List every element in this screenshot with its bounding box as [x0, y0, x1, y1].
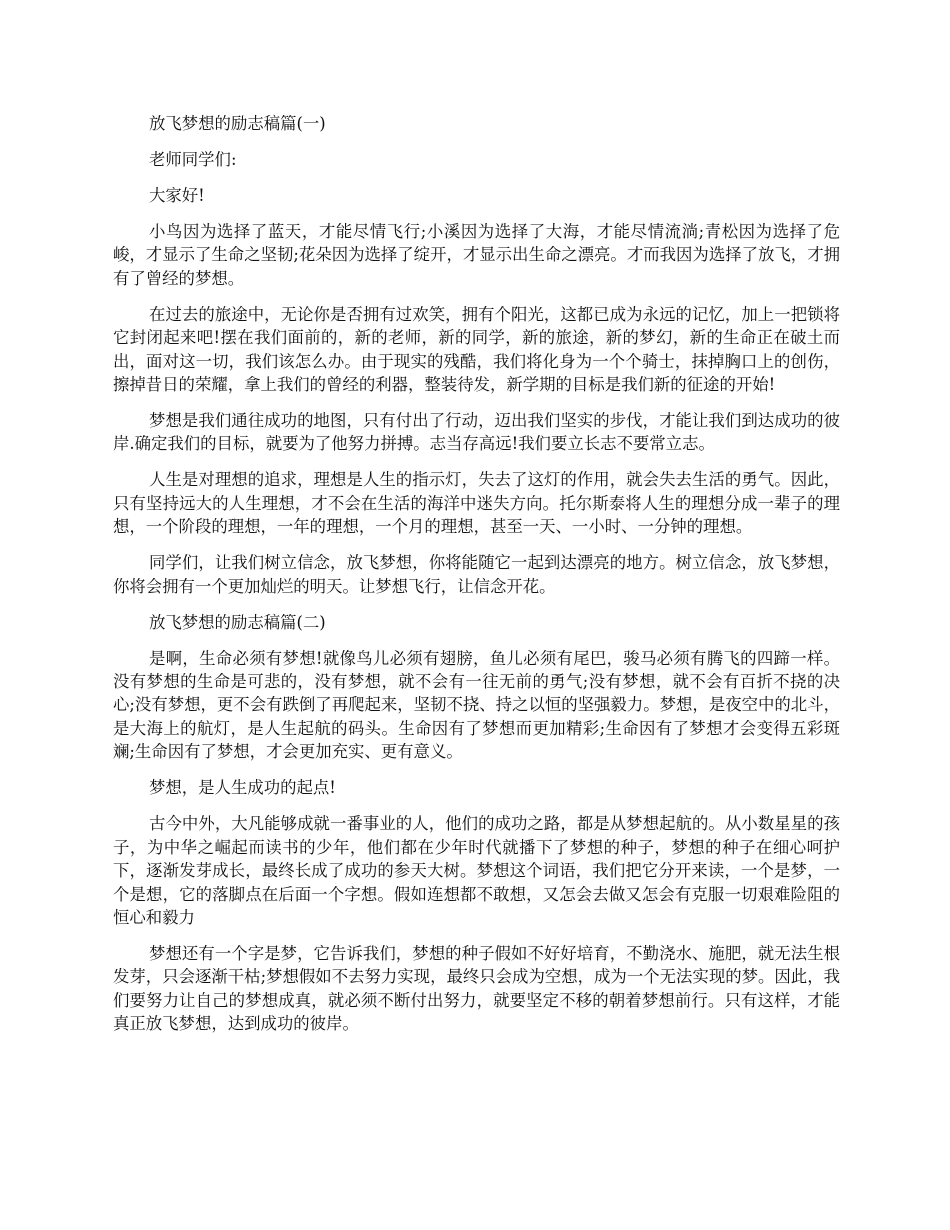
paragraph: 梦想还有一个字是梦，它告诉我们，梦想的种子假如不好好培育，不勤浇水、施肥，就无法生根发芽，只会逐渐干枯;梦想假如不去努力实现，最终只会成为空想，成为一个无法实现的梦。因此，我们要努力让自己的梦想成真，就必须不断付出努力，就要坚定不移的朝着梦想前行。只有这样，才能真正放飞梦想，达到成功的彼岸。	[113, 943, 840, 1034]
paragraph: 人生是对理想的追求，理想是人生的指示灯，失去了这灯的作用，就会失去生活的勇气。因此，只有坚持远大的人生理想，才不会在生活的海洋中迷失方向。托尔斯泰将人生的理想分成一辈子的理想，一个阶段的理想，一年的理想，一个月的理想，甚至一天、一小时、一分钟的理想。	[113, 470, 840, 537]
document-body	[113, 112, 840, 1048]
paragraph: 梦想，是人生成功的起点!	[149, 778, 336, 798]
greeting: 大家好!	[149, 186, 205, 205]
paragraph: 同学们，让我们树立信念，放飞梦想，你将能随它一起到达漂亮的地方。树立信念，放飞梦想，你将会拥有一个更加灿烂的明天。让梦想飞行，让信念开花。	[113, 553, 840, 596]
paragraph: 小鸟因为选择了蓝天，才能尽情飞行;小溪因为选择了大海，才能尽情流淌;青松因为选择了危峻，才显示了生命之坚韧;花朵因为选择了绽开，才显示出生命之漂亮。才而我因为选择了放飞，才拥有了曾经的梦想。	[113, 222, 840, 288]
section-title-two: 放飞梦想的励志稿篇(二)	[149, 612, 326, 632]
paragraph: 是啊，生命必须有梦想!就像鸟儿必须有翅膀，鱼儿必须有尾巴，骏马必须有腾飞的四蹄一样。没有梦想的生命是可悲的，没有梦想，就不会有一往无前的勇气;没有梦想，就不会有百折不挠的决心;没有梦想，更不会有跌倒了再爬起来，坚韧不挠、持之以恒的坚强毅力。梦想，是夜空中的北斗，是大海上的航灯，是人生起航的码头。生命因有了梦想而更加精彩;生命因有了梦想才会变得五彩斑斓;生命因有了梦想，才会更加充实、更有意义。	[113, 648, 840, 762]
paragraph: 在过去的旅途中，无论你是否拥有过欢笑，拥有个阳光，这都已成为永远的记忆，加上一把锁将它封闭起来吧!摆在我们面前的，新的老师，新的同学，新的旅途，新的梦幻，新的生命正在破土而出，面对这一切，我们该怎么办。由于现实的残酷，我们将化身为一个个骑士，抹掉胸口上的创伤，擦掉昔日的荣耀，拿上我们的曾经的利器，整装待发，新学期的目标是我们新的征途的开始!	[113, 304, 840, 395]
paragraph: 古今中外，大凡能够成就一番事业的人，他们的成功之路，都是从梦想起航的。从小数星星的孩子，为中华之崛起而读书的少年，他们都在少年时代就播下了梦想的种子，梦想的种子在细心呵护下，逐渐发芽成长，最终长成了成功的参天大树。梦想这个词语，我们把它分开来读，一个是梦，一个是想，它的落脚点在后面一个字想。假如连想都不敢想，又怎会去做又怎会有克服一切艰难险阻的恒心和毅力	[113, 814, 840, 927]
section-title-one: 放飞梦想的励志稿篇(一)	[149, 114, 326, 133]
salutation: 老师同学们:	[149, 150, 237, 169]
paragraph: 梦想是我们通往成功的地图，只有付出了行动，迈出我们坚实的步伐，才能让我们到达成功的彼岸.确定我们的目标，就要为了他努力拼搏。志当存高远!我们要立长志不要常立志。	[113, 411, 840, 454]
